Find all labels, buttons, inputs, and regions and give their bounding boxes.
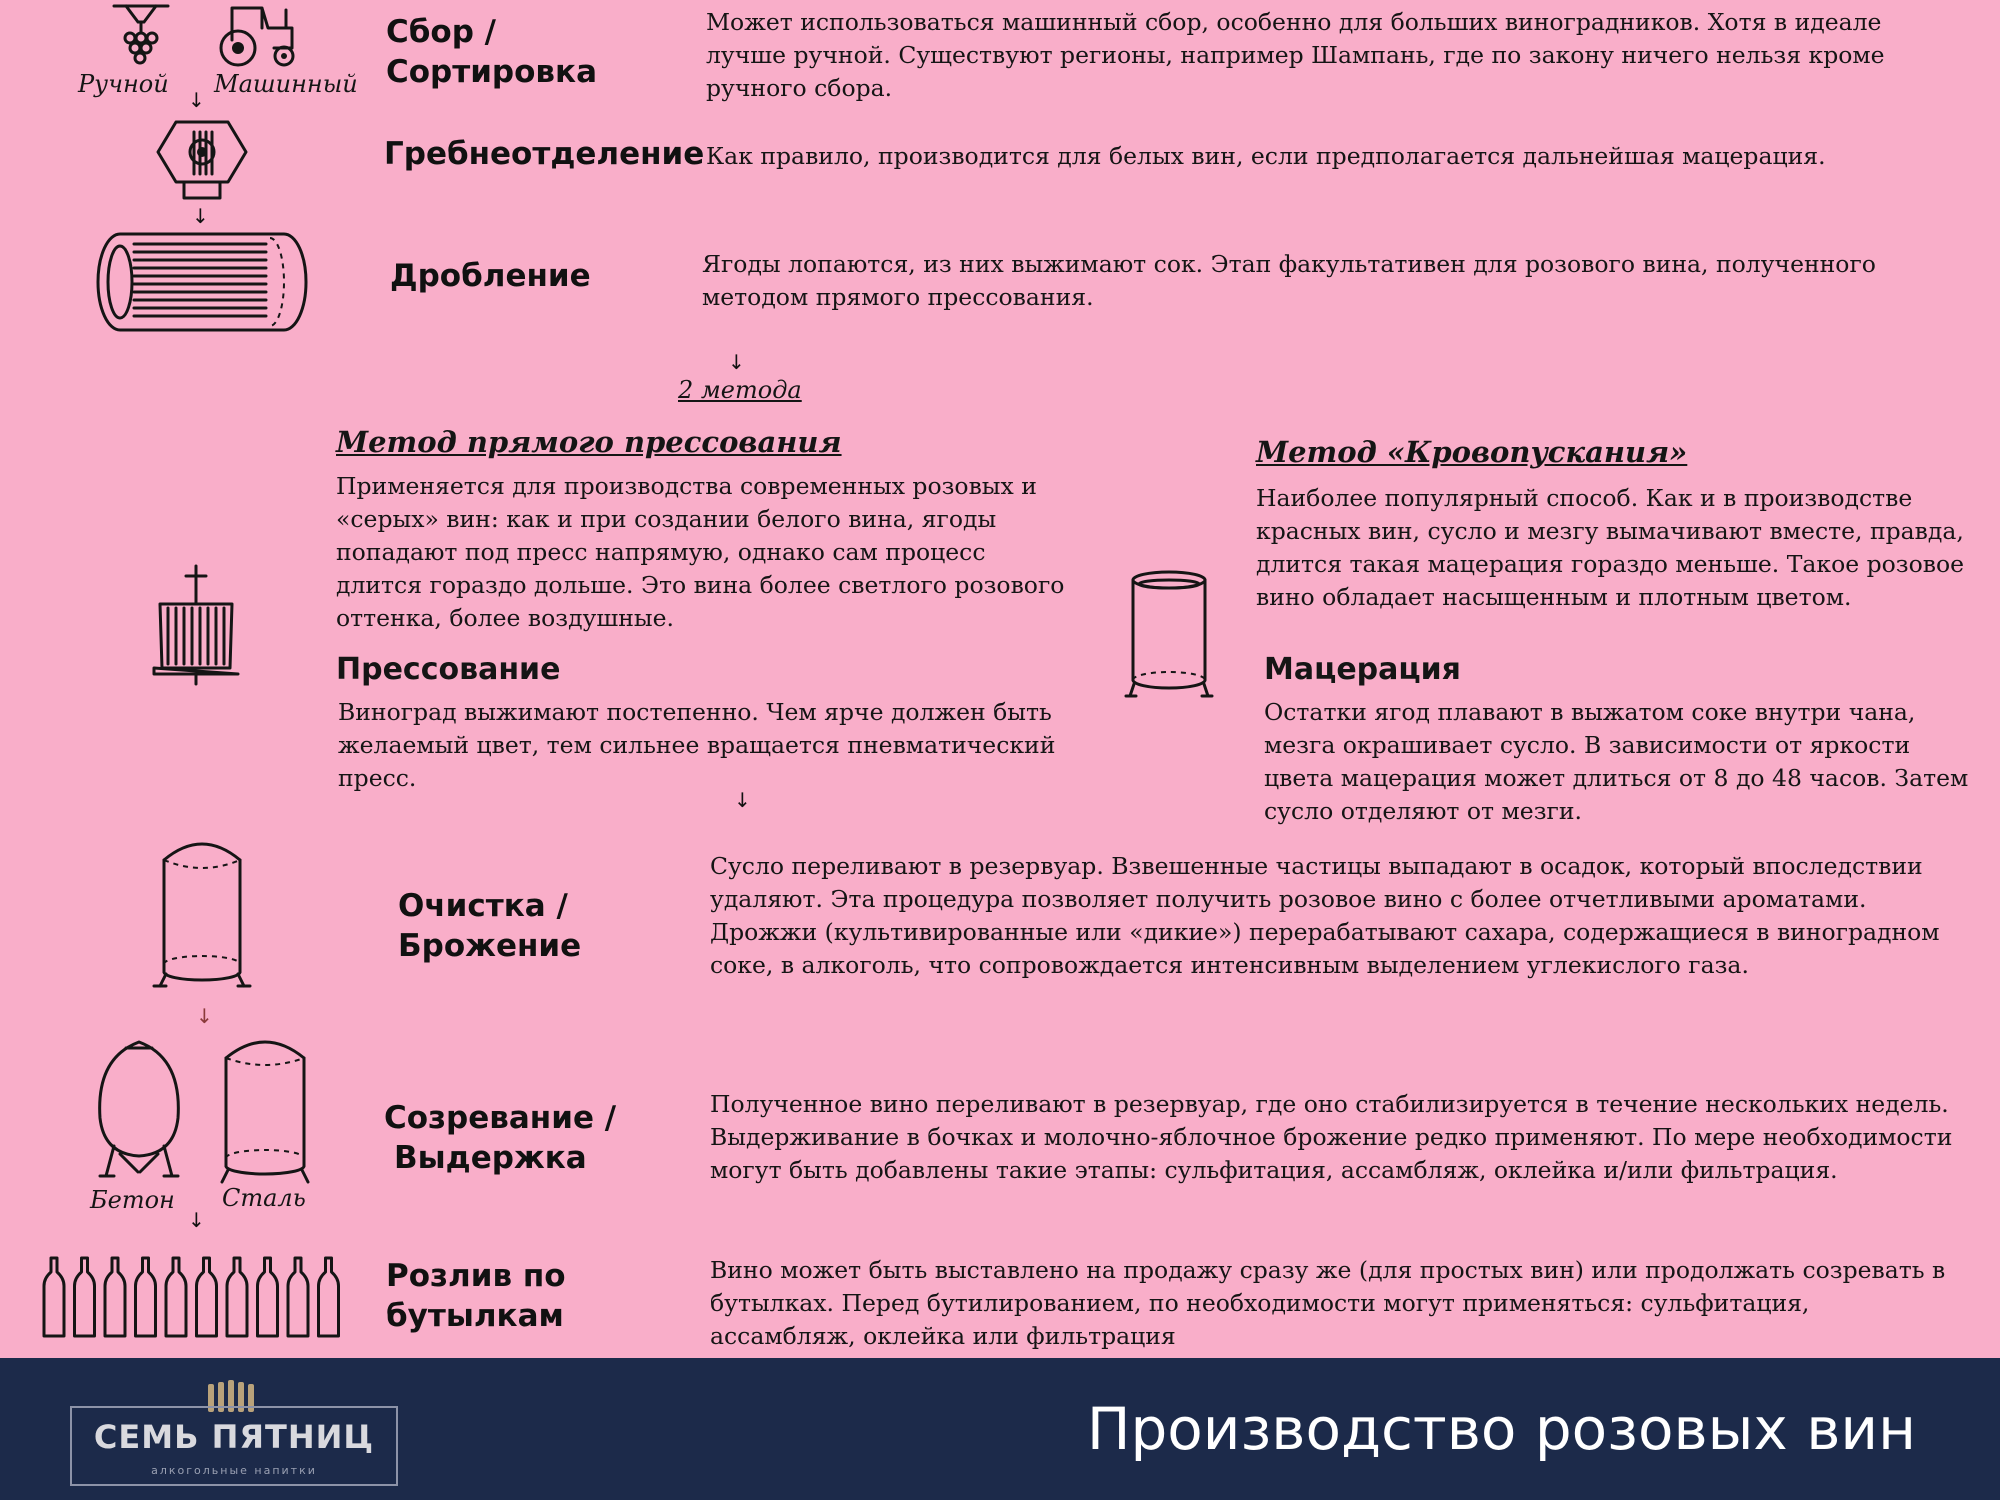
maceration-title: Мацерация	[1264, 652, 1461, 687]
clarification-desc-p1: Сусло переливают в резервуар. Взвешенные частицы выпадают в осадок, который впоследствии удаляют. Эта процедура позволяет получить розовое вино с более отчетливыми ароматами.	[710, 852, 1923, 913]
arrow-down: ↓	[196, 1004, 213, 1028]
crusher-drum-icon	[94, 230, 310, 334]
bottle-icon	[319, 1258, 339, 1336]
harvest-title	[386, 12, 597, 92]
pressing-title: Прессование	[336, 652, 561, 687]
harvest-title-line1: Сбор /	[386, 14, 496, 50]
crushing-desc: Ягоды лопаются, из них выжимают сок. Этап факультативен для розового вина, полученного методом прямого прессования.	[702, 250, 1876, 311]
bottle-icon	[197, 1258, 217, 1336]
bottle-icon	[258, 1258, 278, 1336]
steel-tank-icon	[218, 1030, 312, 1186]
secateurs-grape-icon	[108, 0, 178, 70]
tractor-icon	[212, 0, 302, 70]
arrow-down: ↓	[188, 1208, 205, 1232]
footer-bar	[0, 1358, 2000, 1500]
bottling-title-line1: Розлив по	[386, 1258, 566, 1294]
two-methods-link: 2 метода	[678, 376, 802, 404]
destemming-desc: Как правило, производится для белых вин, если предполагается дальнейшая мацерация.	[706, 142, 1826, 170]
aging-title-line2: Выдержка	[394, 1140, 587, 1176]
arrow-down: ↓	[734, 788, 751, 812]
bottling-title	[386, 1256, 566, 1336]
manual-caption: Ручной	[78, 70, 169, 98]
clarification-title	[398, 886, 581, 966]
brand-logo[interactable]	[70, 1378, 398, 1486]
steel-caption: Сталь	[222, 1184, 306, 1212]
destemmer-icon	[154, 118, 250, 204]
aging-desc: Полученное вино переливают в резервуар, где оно стабилизируется в течение нескольких недель. Выдерживание в бочках и молочно-яблочное брожение редко применяют. По мере необходимости могут быть добавлены такие этапы: сульфитация, ассамбляж, оклейка и/или фильтрация.	[710, 1090, 1953, 1184]
destemming-title: Гребнеотделение	[384, 136, 705, 172]
logo-text: СЕМЬ ПЯТНИЦ	[93, 1418, 375, 1456]
maceration-tank-icon	[1124, 568, 1214, 704]
clarification-desc-p2: Дрожжи (культивированные или «дикие») перерабатывают сахара, содержащиеся в виноградном соке, в алкоголь, что сопровождается интенсивным выделением углекислого газа.	[710, 918, 1940, 979]
aging-title-line1: Созревание /	[384, 1100, 617, 1136]
bottle-icon	[105, 1258, 125, 1336]
harvest-desc: Может использоваться машинный сбор, особенно для больших виноградников. Хотя в идеале лучше ручной. Существуют регионы, например Шампань, где по закону ничего нельзя кроме ручного сбора.	[706, 8, 1885, 102]
arrow-down: ↓	[728, 350, 745, 374]
machine-caption: Машинный	[214, 70, 358, 98]
aging-title	[384, 1098, 616, 1178]
bottle-icon	[288, 1258, 308, 1336]
fermentation-tank-icon	[152, 836, 252, 990]
clarification-desc	[710, 850, 1950, 982]
maceration-desc: Остатки ягод плавают в выжатом соке внутри чана, мезга окрашивает сусло. В зависимости от яркости цвета мацерация может длиться от 8 до 48 часов. Затем сусло отделяют от мезги.	[1264, 698, 1969, 825]
page-title: Производство розовых вин	[1086, 1395, 1916, 1463]
harvest-title-line2: Сортировка	[386, 54, 597, 90]
direct-press-method-title: Метод прямого прессования	[336, 425, 842, 459]
saignee-method-title: Метод «Кровопускания»	[1256, 435, 1688, 469]
bottle-icon	[166, 1258, 186, 1336]
bottling-desc: Вино может быть выставлено на продажу сразу же (для простых вин) или продолжать созревать в бутылках. Перед бутилированием, по необходимости могут применяться: сульфитация, ассамбляж, оклейка или фильтрация	[710, 1256, 1946, 1350]
logo-subtext: алкогольные напитки	[151, 1464, 317, 1477]
pressing-desc: Виноград выжимают постепенно. Чем ярче должен быть желаемый цвет, тем сильнее вращается пневматический пресс.	[338, 698, 1056, 792]
arrow-down: ↓	[192, 204, 209, 228]
saignee-method-desc: Наиболее популярный способ. Как и в производстве красных вин, сусло и мезгу вымачивают вместе, правда, длится такая мацерация гораздо меньше. Такое розовое вино обладает насыщенным и плотным цветом.	[1256, 484, 1965, 611]
crushing-title: Дробление	[390, 258, 591, 294]
bottle-icon	[227, 1258, 247, 1336]
concrete-egg-icon	[92, 1038, 186, 1180]
bottles-icon	[40, 1256, 346, 1340]
clarification-title-line2: Брожение	[398, 928, 582, 964]
concrete-caption: Бетон	[90, 1186, 175, 1214]
bottle-icon	[75, 1258, 95, 1336]
direct-press-method-desc: Применяется для производства современных розовых и «серых» вин: как и при создании белого вина, ягоды попадают под пресс напрямую, однако сам процесс длится гораздо дольше. Это вина более светлого розового оттенка, более воздушные.	[336, 472, 1065, 632]
arrow-down: ↓	[188, 88, 205, 112]
bottle-icon	[136, 1258, 156, 1336]
basket-press-icon	[150, 564, 242, 686]
clarification-title-line1: Очистка /	[398, 888, 568, 924]
bottle-icon	[44, 1258, 64, 1336]
bottling-title-line2: бутылкам	[386, 1298, 564, 1334]
